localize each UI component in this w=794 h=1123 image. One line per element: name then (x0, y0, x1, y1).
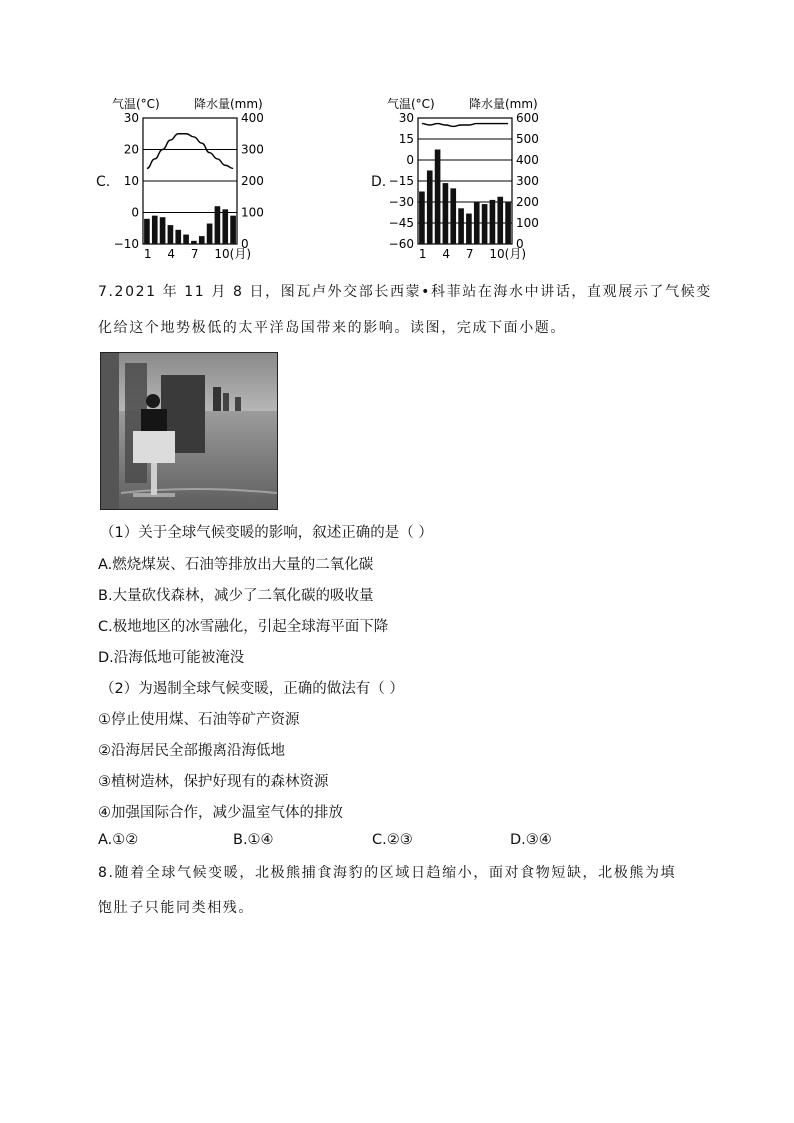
chart-c-x-tick: 4 (167, 247, 176, 261)
chart-c-x-tick: 1 (143, 247, 152, 261)
q7-1-option-d: D.沿海低地可能被淹没 (98, 650, 245, 666)
chart-d-y-right-tick: 500 (516, 132, 539, 146)
chart-d-x-tick: 1 (418, 247, 427, 261)
chart-d-x-tick: 10(月) (489, 247, 527, 261)
chart-d-precip-bar (505, 202, 511, 244)
chart-c-x-tick: 7 (190, 247, 199, 261)
chart-d-precip-bar (427, 171, 433, 245)
q7-2-choice-b: B.①④ (233, 832, 274, 848)
climate-chart-c (110, 92, 285, 262)
chart-c-precip-bar (183, 235, 189, 244)
chart-d-y-left-label: 气温(°C) (387, 97, 435, 111)
chart-d-y-left-tick: −60 (388, 237, 414, 251)
chart-d-x-tick: 4 (442, 247, 451, 261)
chart-c-y-right-tick: 300 (241, 142, 264, 157)
chart-d-precip-bar (490, 200, 496, 244)
chart-d-y-right-tick: 300 (516, 174, 539, 188)
chart-d-precip-bar (435, 150, 441, 245)
chart-c-y-left-tick: 30 (123, 111, 139, 125)
chart-c-precip-bar (175, 230, 181, 244)
chart-d-precip-bar (458, 208, 464, 244)
chart-d-precip-bar (482, 204, 488, 244)
chart-c-y-right-tick: 100 (241, 205, 264, 220)
chart-c-y-right-tick: 400 (241, 111, 264, 125)
chart-c-x-tick: 10(月) (214, 247, 252, 261)
q7-2-choice-d: D.③④ (510, 832, 552, 848)
chart-c-precip-bar (230, 216, 236, 244)
q7-2-choice-c: C.②③ (372, 832, 413, 848)
q7-2-stem: （2）为遏制全球气候变暖，正确的做法有（ ） (100, 681, 404, 697)
chart-c-precip-bar (222, 209, 228, 244)
chart-c-precip-bar (168, 225, 174, 244)
option-d-label: D. (371, 174, 387, 190)
chart-d-y-right-tick: 100 (516, 216, 539, 230)
chart-c-precip-bar (199, 236, 205, 244)
chart-c-precip-bar (144, 219, 150, 244)
chart-d-temperature-line (422, 124, 508, 127)
chart-c-y-right-tick: 200 (241, 174, 264, 188)
chart-c-temperature-line (147, 134, 233, 169)
chart-d-precip-bar (450, 188, 456, 244)
chart-d-y-right-tick: 0 (516, 237, 524, 251)
chart-d-y-left-tick: −45 (388, 216, 414, 230)
chart-c-y-left-label: 气温(°C) (112, 97, 160, 111)
q7-2-choice-a: A.①② (98, 832, 139, 848)
chart-d-precip-bar (419, 192, 425, 245)
chart-d-y-right-tick: 200 (516, 195, 539, 209)
chart-d-y-right-tick: 600 (516, 111, 539, 125)
climate-chart-d (385, 92, 560, 262)
chart-c-precip-bar (207, 224, 213, 244)
q7-2-statement-4: ④加强国际合作，减少温室气体的排放 (98, 805, 343, 821)
chart-d-precip-bar (497, 197, 503, 244)
q8-line2: 饱肚子只能同类相残。 (98, 900, 254, 916)
q7-2-statement-3: ③植树造林，保护好现有的森林资源 (98, 774, 329, 790)
chart-d-x-tick: 7 (465, 247, 474, 261)
chart-d-y-left-tick: 30 (398, 111, 414, 125)
chart-c-precip-bar (152, 216, 158, 244)
chart-c-y-left-tick: −10 (113, 237, 139, 251)
chart-d-y-left-tick: −30 (388, 195, 414, 209)
chart-d-y-right-label: 降水量(mm) (469, 97, 538, 111)
chart-c-precip-bar (215, 206, 221, 244)
q8-line1: 8.随着全球气候变暖，北极熊捕食海豹的区域日趋缩小，面对食物短缺，北极熊为填 (98, 865, 677, 881)
q7-2-statement-2: ②沿海居民全部搬离沿海低地 (98, 743, 285, 759)
chart-c-y-right-tick: 0 (241, 237, 249, 251)
q7-1-stem: （1）关于全球气候变暖的影响，叙述正确的是（ ） (100, 525, 433, 541)
speech-in-sea-photo (100, 352, 278, 510)
chart-c-precip-bar (160, 217, 166, 244)
chart-d-y-left-tick: 0 (406, 153, 414, 167)
q7-line2: 化给这个地势极低的太平洋岛国带来的影响。读图，完成下面小题。 (98, 320, 566, 336)
chart-c-y-left-tick: 10 (123, 174, 139, 188)
chart-d-y-left-tick: 15 (398, 132, 414, 146)
chart-c-y-left-tick: 0 (131, 205, 139, 220)
option-c-label: C. (96, 174, 111, 190)
q7-1-option-c: C.极地地区的冰雪融化，引起全球海平面下降 (98, 619, 389, 635)
q7-1-option-b: B.大量砍伐森林，减少了二氧化碳的吸收量 (98, 588, 374, 604)
chart-c-y-right-label: 降水量(mm) (194, 97, 263, 111)
q7-line1: 7.2021 年 11 月 8 日，图瓦卢外交部长西蒙•科菲站在海水中讲话，直观展示了气候变 (98, 284, 712, 300)
chart-d-precip-bar (474, 202, 480, 244)
q7-1-option-a: A.燃烧煤炭、石油等排放出大量的二氧化碳 (98, 557, 374, 573)
chart-d-precip-bar (466, 214, 472, 244)
chart-d-y-right-tick: 400 (516, 153, 539, 167)
chart-d-y-left-tick: −15 (388, 174, 414, 188)
chart-d-precip-bar (443, 183, 449, 244)
chart-c-y-left-tick: 20 (123, 142, 139, 157)
chart-c-precip-bar (191, 241, 197, 244)
q7-2-statement-1: ①停止使用煤、石油等矿产资源 (98, 712, 300, 728)
